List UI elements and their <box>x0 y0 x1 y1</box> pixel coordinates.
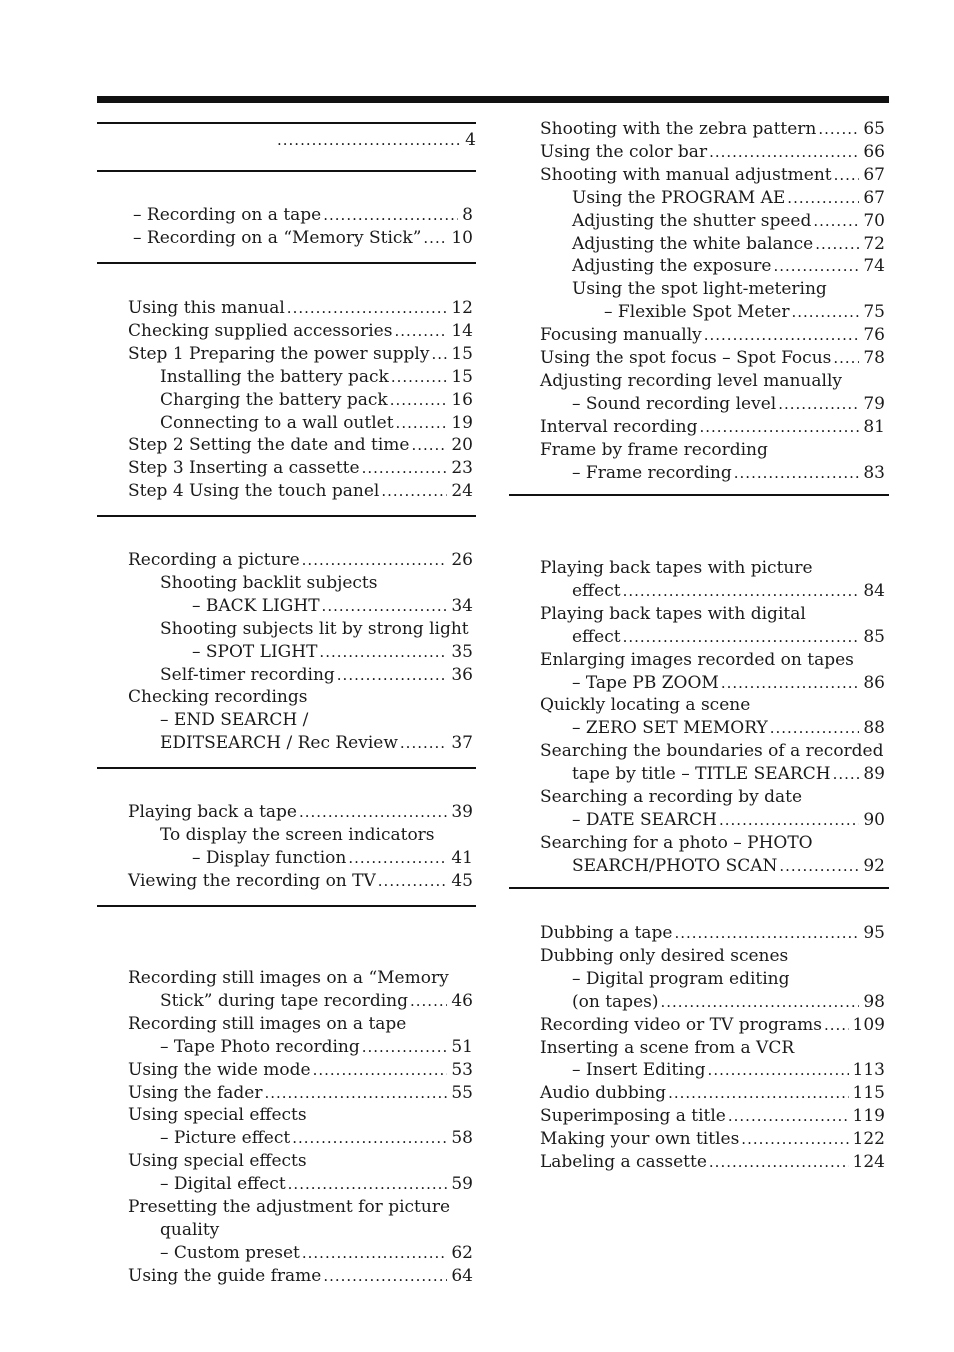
toc-entry-line: Recording still images on a “Memory <box>128 968 449 988</box>
toc-entry-line: Searching the boundaries of a recorded <box>540 741 884 762</box>
toc-entry-line: Using the spot light-metering <box>572 279 827 300</box>
toc-entry-page: 109 <box>852 1014 885 1035</box>
toc-entry-page: 84 <box>863 580 885 601</box>
top-rule <box>97 96 889 103</box>
dot-leader <box>792 301 860 324</box>
toc-entry-page: 12 <box>451 298 473 318</box>
dot-leader <box>288 1173 448 1196</box>
toc-entry-title: Using the spot focus – Spot Focus <box>540 348 832 368</box>
toc-entry-title: Audio dubbing <box>540 1083 667 1104</box>
toc-entry-page: 119 <box>852 1106 885 1127</box>
toc-entry-page: 8 <box>462 205 473 225</box>
dot-leader <box>721 672 860 695</box>
toc-entry[interactable] <box>128 1082 473 1105</box>
toc-entry-title: Self-timer recording <box>160 664 335 685</box>
toc-entry[interactable] <box>192 847 473 870</box>
dot-leader <box>704 324 860 347</box>
dot-leader <box>661 991 860 1014</box>
toc-entry-line: Playing back tapes with digital <box>540 603 806 624</box>
toc-entry-line: Adjusting recording level manually <box>540 370 842 391</box>
toc-entry-title: Viewing the recording on TV <box>128 870 376 891</box>
toc-entry-title: Installing the battery pack <box>160 366 389 387</box>
toc-entry-page: 10 <box>451 227 473 248</box>
toc-entry[interactable] <box>128 297 473 320</box>
toc-entry[interactable] <box>128 870 473 893</box>
toc-entry-page: 35 <box>451 641 473 662</box>
toc-entry-title: Adjusting the exposure <box>572 256 772 277</box>
dot-leader <box>322 595 448 618</box>
dot-leader <box>833 347 859 370</box>
toc-entry-title: – Insert Editing <box>572 1060 706 1081</box>
toc-entry-line: To display the screen indicators <box>160 824 435 845</box>
toc-entry[interactable] <box>128 343 473 366</box>
toc-entry-line: Presetting the adjustment for picture <box>128 1197 451 1217</box>
dot-leader <box>709 141 859 164</box>
toc-entry[interactable] <box>160 389 473 412</box>
toc-entry-line: Checking recordings <box>128 687 308 708</box>
toc-entry[interactable] <box>572 855 885 878</box>
toc-entry[interactable] <box>128 1265 473 1288</box>
toc-entry[interactable] <box>192 595 473 618</box>
toc-entry-page: 85 <box>863 626 885 647</box>
toc-entry-title: Adjusting the shutter speed <box>572 210 812 231</box>
toc-entry[interactable] <box>540 347 885 370</box>
toc-entry-line: Shooting subjects lit by strong light <box>160 618 469 639</box>
dot-leader <box>431 343 447 366</box>
toc-entry[interactable] <box>160 366 473 389</box>
toc-entry[interactable] <box>160 1242 473 1265</box>
toc-entry-title: Using the wide mode <box>128 1059 311 1080</box>
dot-leader <box>734 462 860 485</box>
dot-leader <box>302 549 448 572</box>
dot-leader <box>411 434 447 457</box>
section-rule <box>97 170 476 172</box>
dot-leader <box>362 1036 448 1059</box>
dot-leader <box>390 389 448 412</box>
toc-entry-title: Step 4 Using the touch panel <box>128 481 380 502</box>
toc-entry[interactable] <box>572 717 885 740</box>
toc-entry-title: – Frame recording <box>572 462 732 483</box>
toc-entry-title: Step 2 Setting the date and time <box>128 435 410 456</box>
toc-entry[interactable] <box>160 990 473 1013</box>
dot-leader <box>815 233 859 256</box>
toc-entry-page: 58 <box>451 1128 473 1149</box>
toc-entry-title: Superimposing a title <box>540 1106 726 1127</box>
toc-entry-line: Playing back tapes with picture <box>540 558 813 578</box>
toc-entry-page: 78 <box>863 348 885 368</box>
toc-entry[interactable] <box>540 416 885 439</box>
toc-entry-title: SEARCH/PHOTO SCAN <box>572 855 778 876</box>
toc-entry[interactable] <box>128 320 473 343</box>
toc-entry-title: – Tape PB ZOOM <box>572 672 719 693</box>
toc-entry-title: – Recording on a “Memory Stick” <box>133 227 422 248</box>
toc-entry[interactable] <box>572 580 885 603</box>
toc-entry-title: Charging the battery pack <box>160 389 388 410</box>
dot-leader <box>623 580 860 603</box>
toc-entry-page: 59 <box>451 1174 473 1195</box>
toc-entry-page: 115 <box>852 1083 885 1104</box>
toc-entry[interactable] <box>160 1127 473 1150</box>
toc-entry-title: Adjusting the white balance <box>572 233 814 254</box>
section-rule <box>97 122 476 124</box>
toc-entry-title: Using the PROGRAM AE <box>572 187 786 208</box>
toc-entry-page: 70 <box>863 210 885 231</box>
toc-entry-title: Focusing manually <box>540 325 702 346</box>
toc-entry-line: Using special effects <box>128 1105 307 1126</box>
toc-entry-page: 95 <box>863 923 885 943</box>
toc-entry-page: 55 <box>451 1082 473 1103</box>
toc-entry[interactable] <box>160 664 473 687</box>
toc-entry-page: 14 <box>451 320 473 341</box>
toc-entry-title: Step 1 Preparing the power supply <box>128 343 430 364</box>
dot-leader <box>323 204 458 227</box>
dot-leader <box>708 1059 849 1082</box>
dot-leader <box>391 366 447 389</box>
toc-entry[interactable] <box>540 1151 885 1174</box>
toc-entry-page: 98 <box>863 991 885 1012</box>
toc-entry[interactable] <box>572 187 885 210</box>
toc-entry-title: – Display function <box>192 847 347 868</box>
toc-entry-page: 75 <box>863 302 885 323</box>
toc-entry[interactable] <box>540 1082 885 1105</box>
toc-entry[interactable] <box>572 233 885 256</box>
dot-leader <box>668 1082 848 1105</box>
toc-entry[interactable] <box>572 255 885 278</box>
toc-entry-page: 45 <box>451 870 473 891</box>
toc-entry[interactable] <box>540 1128 885 1151</box>
dot-leader <box>779 855 859 878</box>
toc-entry-page: 67 <box>863 164 885 185</box>
dot-leader <box>778 393 859 416</box>
toc-entry-page: 16 <box>451 389 473 410</box>
toc-entry-page: 124 <box>852 1152 885 1172</box>
toc-entry[interactable] <box>572 763 885 786</box>
toc-entry-line: Recording still images on a tape <box>128 1013 407 1034</box>
toc-entry[interactable] <box>128 480 473 503</box>
toc-entry-line: Dubbing only desired scenes <box>540 945 789 966</box>
toc-entry-page: 53 <box>451 1059 473 1080</box>
dot-leader <box>264 1082 447 1105</box>
toc-entry[interactable] <box>540 922 885 945</box>
dot-leader <box>287 297 448 320</box>
toc-entry-title: – Tape Photo recording <box>160 1036 360 1057</box>
toc-entry[interactable] <box>572 991 885 1014</box>
toc-entry[interactable] <box>160 1036 473 1059</box>
toc-entry-page: 41 <box>451 847 473 868</box>
dot-leader <box>787 187 859 210</box>
toc-entry-line: Using special effects <box>128 1151 307 1172</box>
dot-leader <box>323 1265 447 1288</box>
toc-entry-page: 20 <box>451 435 473 456</box>
toc-entry[interactable] <box>540 164 885 187</box>
toc-entry-page: 81 <box>863 416 885 437</box>
dot-leader <box>378 870 448 893</box>
toc-entry[interactable] <box>540 1014 885 1037</box>
toc-entry[interactable] <box>540 1105 885 1128</box>
toc-entry-line: – END SEARCH / <box>160 710 309 731</box>
toc-entry[interactable] <box>572 393 885 416</box>
toc-entry-page: 23 <box>451 458 473 479</box>
toc-entry-title: Step 3 Inserting a cassette <box>128 458 360 479</box>
dot-leader <box>313 1059 448 1082</box>
toc-entry-title: – ZERO SET MEMORY <box>572 718 768 739</box>
dot-leader <box>302 1242 447 1265</box>
section-rule <box>97 262 476 264</box>
toc-entry-title: – Custom preset <box>160 1242 300 1263</box>
dot-leader <box>292 1127 447 1150</box>
toc-entry-page: 89 <box>863 764 885 785</box>
toc-entry-line: quality <box>160 1219 220 1240</box>
toc-entry-title: (on tapes) <box>572 991 659 1012</box>
toc-entry-title: Labeling a cassette <box>540 1152 707 1172</box>
toc-entry[interactable] <box>572 626 885 649</box>
toc-entry-page: 37 <box>451 733 473 754</box>
toc-entry-title: – DATE SEARCH <box>572 809 717 830</box>
toc-entry-title: Recording video or TV programs <box>540 1014 822 1035</box>
toc-entry-page: 24 <box>451 481 473 502</box>
section-rule <box>97 515 476 517</box>
toc-entry-title: – Recording on a tape <box>133 205 322 225</box>
toc-entry-line: Quickly locating a scene <box>540 695 751 716</box>
dot-leader <box>699 416 859 439</box>
toc-entry-title: Recording a picture <box>128 550 300 570</box>
toc-entry-title: effect <box>572 626 621 647</box>
toc-entry-title: Using the color bar <box>540 141 708 162</box>
toc-entry-page: 34 <box>451 595 473 616</box>
toc-entry[interactable] <box>572 672 885 695</box>
toc-entry-page: 67 <box>863 187 885 208</box>
toc-entry-line: Frame by frame recording <box>540 439 768 460</box>
toc-entry[interactable] <box>128 801 473 824</box>
toc-entry-page: 76 <box>863 325 885 346</box>
dot-leader <box>728 1105 849 1128</box>
dot-leader <box>337 664 448 687</box>
toc-entry-title: – BACK LIGHT <box>192 595 320 616</box>
toc-entry-title: – Sound recording level <box>572 393 777 414</box>
toc-entry-page: 74 <box>863 256 885 277</box>
toc-entry-page: 15 <box>451 343 473 364</box>
dot-leader <box>834 164 860 187</box>
toc-entry-title: EDITSEARCH / Rec Review <box>160 733 398 754</box>
toc-entry-line: – Digital program editing <box>572 968 790 989</box>
toc-entry[interactable] <box>572 210 885 233</box>
toc-entry-page: 122 <box>852 1129 885 1150</box>
toc-entry-page: 62 <box>451 1242 473 1263</box>
toc-entry-page: 26 <box>451 550 473 570</box>
toc-entry-page: 113 <box>852 1060 885 1081</box>
toc-entry-page: 4 <box>465 130 476 150</box>
dot-leader <box>299 801 447 824</box>
toc-entry-page: 66 <box>863 141 885 162</box>
toc-entry-title: Using this manual <box>128 298 285 318</box>
dot-leader <box>833 763 860 786</box>
toc-entry-page: 65 <box>863 119 885 139</box>
toc-entry[interactable] <box>604 301 885 324</box>
toc-entry[interactable] <box>540 141 885 164</box>
toc-entry-page: 72 <box>863 233 885 254</box>
toc-entry-title: Stick” during tape recording <box>160 990 408 1011</box>
toc-entry[interactable] <box>160 1173 473 1196</box>
dot-leader <box>410 990 447 1013</box>
toc-entry-title: Shooting with the zebra pattern <box>540 119 817 139</box>
toc-entry[interactable] <box>128 457 473 480</box>
toc-entry[interactable] <box>160 412 473 435</box>
toc-entry-line: Inserting a scene from a VCR <box>540 1037 795 1058</box>
dot-leader <box>362 457 448 480</box>
toc-entry-page: 15 <box>451 366 473 387</box>
section-rule <box>97 767 476 769</box>
toc-entry[interactable] <box>133 204 473 227</box>
toc-entry[interactable] <box>572 809 885 832</box>
toc-entry-page: 19 <box>451 412 473 433</box>
toc-entry-page: 51 <box>451 1036 473 1057</box>
dot-leader <box>319 641 447 664</box>
dot-leader <box>348 847 447 870</box>
toc-entry-title: effect <box>572 580 621 601</box>
toc-entry-page: 64 <box>451 1265 473 1286</box>
dot-leader <box>741 1128 848 1151</box>
toc-entry-page: 83 <box>863 462 885 483</box>
toc-entry-title: Connecting to a wall outlet <box>160 412 394 433</box>
toc-entry-title: Interval recording <box>540 416 698 437</box>
toc-entry[interactable] <box>133 227 473 250</box>
toc-entry-title: Using the guide frame <box>128 1265 322 1286</box>
toc-entry-title: Using the fader <box>128 1082 263 1103</box>
toc-entry-title: Shooting with manual adjustment <box>540 164 832 185</box>
toc-entry-title: Checking supplied accessories <box>128 320 393 341</box>
toc-entry[interactable] <box>192 641 473 664</box>
dot-leader <box>813 210 859 233</box>
toc-entry-title: Making your own titles <box>540 1129 740 1150</box>
toc-entry[interactable] <box>540 324 885 347</box>
toc-entry[interactable] <box>128 549 473 572</box>
section-rule <box>509 494 889 496</box>
toc-entry[interactable] <box>160 732 473 755</box>
dot-leader <box>824 1014 849 1037</box>
toc-entry-page: 86 <box>863 672 885 693</box>
toc-entry-line: Searching a recording by date <box>540 787 803 807</box>
dot-leader <box>394 320 447 343</box>
dot-leader <box>277 129 461 152</box>
toc-entry-title: – Digital effect <box>160 1174 286 1195</box>
toc-entry[interactable] <box>128 1059 473 1082</box>
dot-leader <box>770 717 860 740</box>
toc-entry-line: Enlarging images recorded on tapes <box>540 649 854 670</box>
toc-entry-line: Shooting backlit subjects <box>160 572 378 593</box>
toc-entry-page: 92 <box>863 855 885 876</box>
toc-entry-title: tape by title – TITLE SEARCH <box>572 764 831 785</box>
dot-leader <box>381 480 447 503</box>
toc-entry[interactable] <box>540 118 885 141</box>
toc-entry[interactable] <box>128 434 473 457</box>
toc-entry-page: 36 <box>451 664 473 685</box>
dot-leader <box>400 732 447 755</box>
dot-leader <box>719 809 859 832</box>
dot-leader <box>623 626 860 649</box>
toc-entry[interactable] <box>572 462 885 485</box>
dot-leader <box>709 1151 849 1174</box>
dot-leader <box>773 255 859 278</box>
toc-entry-page: 90 <box>863 809 885 830</box>
toc-entry[interactable] <box>275 129 476 152</box>
toc-entry-line: Searching for a photo – PHOTO <box>540 832 813 853</box>
dot-leader <box>423 227 447 250</box>
section-rule <box>509 887 889 889</box>
toc-entry[interactable] <box>572 1059 885 1082</box>
section-rule <box>97 905 476 907</box>
dot-leader <box>674 922 859 945</box>
toc-entry-title: – Picture effect <box>160 1128 291 1149</box>
toc-entry-title: Playing back a tape <box>128 802 297 822</box>
toc-entry-title: Dubbing a tape <box>540 923 673 943</box>
toc-entry-title: – Flexible Spot Meter <box>604 302 790 323</box>
toc-entry-page: 46 <box>451 990 473 1011</box>
dot-leader <box>396 412 448 435</box>
toc-entry-page: 79 <box>863 393 885 414</box>
toc-entry-page: 39 <box>451 802 473 822</box>
dot-leader <box>818 118 859 141</box>
toc-entry-page: 88 <box>863 718 885 739</box>
toc-entry-title: – SPOT LIGHT <box>192 641 318 662</box>
